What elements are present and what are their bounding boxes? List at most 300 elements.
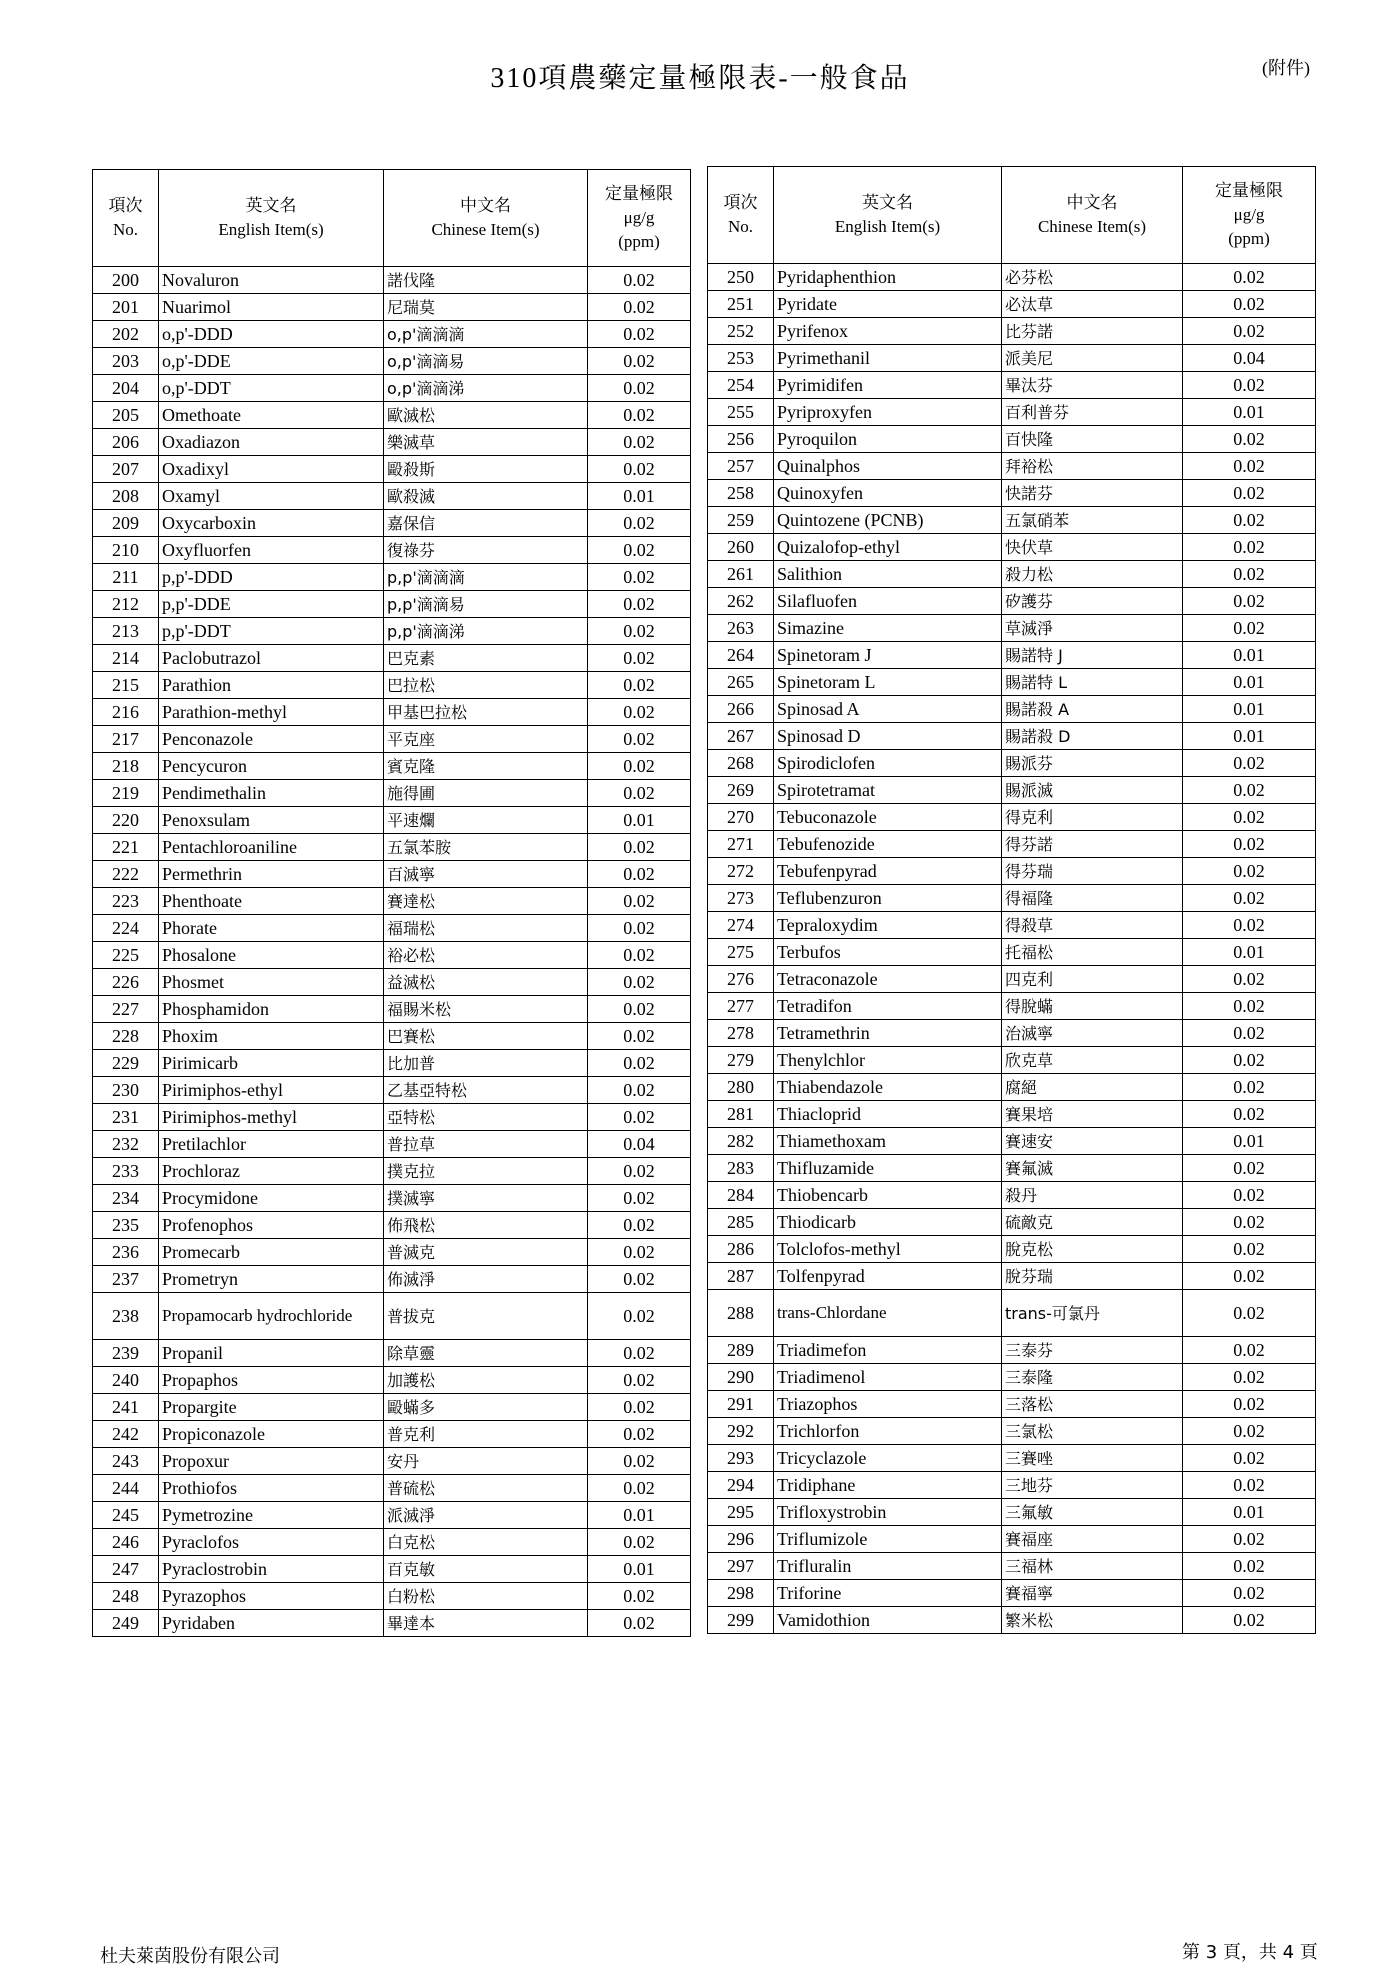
cell-english-name: Novaluron: [159, 267, 384, 294]
table-row: [93, 1293, 691, 1340]
cell-limit: 0.02: [1183, 966, 1316, 993]
attachment-label: (附件): [1262, 58, 1310, 78]
table-row: [708, 777, 1316, 804]
cell-chinese-name: 白粉松: [384, 1583, 588, 1610]
cell-item-no: 265: [708, 669, 774, 696]
cell-chinese-name: 賜諾特 J: [1002, 642, 1183, 669]
table-row: [93, 348, 691, 375]
cell-limit: 0.02: [588, 1104, 691, 1131]
cell-limit: 0.02: [588, 726, 691, 753]
cell-english-name: Propargite: [159, 1394, 384, 1421]
cell-chinese-name: 白克松: [384, 1529, 588, 1556]
cell-chinese-name: 脫芬瑞: [1002, 1263, 1183, 1290]
cell-item-no: 266: [708, 696, 774, 723]
cell-chinese-name: 殺力松: [1002, 561, 1183, 588]
cell-item-no: 294: [708, 1472, 774, 1499]
cell-english-name: Quinalphos: [774, 453, 1002, 480]
cell-item-no: 212: [93, 591, 159, 618]
cell-item-no: 281: [708, 1101, 774, 1128]
cell-english-name: Oxadixyl: [159, 456, 384, 483]
cell-english-name: Thiobencarb: [774, 1182, 1002, 1209]
cell-english-name: Penconazole: [159, 726, 384, 753]
table-row: [708, 1553, 1316, 1580]
cell-item-no: 211: [93, 564, 159, 591]
cell-chinese-name: p,p'滴滴滴: [384, 564, 588, 591]
table-row: [93, 1131, 691, 1158]
cell-limit: 0.02: [1183, 372, 1316, 399]
cell-english-name: Salithion: [774, 561, 1002, 588]
cell-item-no: 237: [93, 1266, 159, 1293]
cell-english-name: o,p'-DDE: [159, 348, 384, 375]
cell-limit: 0.02: [588, 618, 691, 645]
cell-chinese-name: 施得圃: [384, 780, 588, 807]
cell-chinese-name: 福瑞松: [384, 915, 588, 942]
cell-item-no: 241: [93, 1394, 159, 1421]
cell-item-no: 214: [93, 645, 159, 672]
cell-chinese-name: 腐絕: [1002, 1074, 1183, 1101]
cell-limit: 0.02: [1183, 480, 1316, 507]
cell-chinese-name: 派美尼: [1002, 345, 1183, 372]
cell-limit: 0.01: [588, 1556, 691, 1583]
table-row: [708, 1155, 1316, 1182]
cell-english-name: p,p'-DDE: [159, 591, 384, 618]
cell-english-name: Pirimiphos-methyl: [159, 1104, 384, 1131]
cell-limit: 0.02: [588, 1340, 691, 1367]
table-row: [708, 1209, 1316, 1236]
header-english-name: 英文名 English Item(s): [159, 170, 384, 267]
table-row: [708, 426, 1316, 453]
cell-english-name: Spinetoram J: [774, 642, 1002, 669]
table-row: [708, 1445, 1316, 1472]
cell-chinese-name: 快伏草: [1002, 534, 1183, 561]
cell-english-name: Prothiofos: [159, 1475, 384, 1502]
cell-chinese-name: 得脫蟎: [1002, 993, 1183, 1020]
table-row: [93, 402, 691, 429]
cell-english-name: Pymetrozine: [159, 1502, 384, 1529]
cell-english-name: Pyraclofos: [159, 1529, 384, 1556]
table-row: [708, 750, 1316, 777]
cell-limit: 0.02: [588, 1158, 691, 1185]
table-row: [93, 942, 691, 969]
cell-item-no: 222: [93, 861, 159, 888]
cell-item-no: 279: [708, 1047, 774, 1074]
cell-item-no: 286: [708, 1236, 774, 1263]
cell-item-no: 228: [93, 1023, 159, 1050]
cell-limit: 0.01: [588, 807, 691, 834]
cell-limit: 0.02: [588, 294, 691, 321]
cell-english-name: Pyridaphenthion: [774, 264, 1002, 291]
cell-chinese-name: o,p'滴滴易: [384, 348, 588, 375]
cell-english-name: Pretilachlor: [159, 1131, 384, 1158]
table-row: [93, 1104, 691, 1131]
cell-item-no: 260: [708, 534, 774, 561]
cell-item-no: 209: [93, 510, 159, 537]
cell-english-name: Parathion-methyl: [159, 699, 384, 726]
cell-item-no: 249: [93, 1610, 159, 1637]
cell-item-no: 278: [708, 1020, 774, 1047]
table-row: [93, 483, 691, 510]
cell-limit: 0.02: [588, 834, 691, 861]
cell-limit: 0.01: [588, 1502, 691, 1529]
table-row: [708, 1472, 1316, 1499]
table-row: [708, 885, 1316, 912]
table-row: [93, 1239, 691, 1266]
table-row: [93, 1077, 691, 1104]
cell-item-no: 203: [93, 348, 159, 375]
cell-chinese-name: 賽果培: [1002, 1101, 1183, 1128]
cell-chinese-name: 脫克松: [1002, 1236, 1183, 1263]
cell-chinese-name: 畢達本: [384, 1610, 588, 1637]
cell-limit: 0.02: [1183, 507, 1316, 534]
cell-limit: 0.02: [588, 1448, 691, 1475]
cell-limit: 0.02: [588, 564, 691, 591]
table-row: [93, 996, 691, 1023]
cell-limit: 0.02: [588, 1185, 691, 1212]
cell-limit: 0.02: [1183, 1263, 1316, 1290]
cell-limit: 0.04: [1183, 345, 1316, 372]
cell-chinese-name: 賜諾殺 A: [1002, 696, 1183, 723]
cell-chinese-name: 拜裕松: [1002, 453, 1183, 480]
table-row: [93, 1610, 691, 1637]
cell-limit: 0.02: [1183, 885, 1316, 912]
cell-limit: 0.02: [1183, 264, 1316, 291]
cell-chinese-name: 賓克隆: [384, 753, 588, 780]
table-row: [708, 588, 1316, 615]
cell-chinese-name: 加護松: [384, 1367, 588, 1394]
cell-limit: 0.02: [1183, 1101, 1316, 1128]
cell-english-name: Pirimiphos-ethyl: [159, 1077, 384, 1104]
cell-chinese-name: 得芬瑞: [1002, 858, 1183, 885]
cell-limit: 0.02: [588, 1583, 691, 1610]
cell-limit: 0.01: [1183, 1128, 1316, 1155]
cell-item-no: 229: [93, 1050, 159, 1077]
cell-english-name: Pendimethalin: [159, 780, 384, 807]
cell-english-name: Propiconazole: [159, 1421, 384, 1448]
table-row: [93, 537, 691, 564]
cell-english-name: Triadimenol: [774, 1364, 1002, 1391]
cell-limit: 0.02: [588, 1023, 691, 1050]
cell-item-no: 216: [93, 699, 159, 726]
cell-chinese-name: 草滅淨: [1002, 615, 1183, 642]
cell-item-no: 297: [708, 1553, 774, 1580]
cell-item-no: 259: [708, 507, 774, 534]
table-row: [93, 267, 691, 294]
cell-english-name: Teflubenzuron: [774, 885, 1002, 912]
table-row: [708, 912, 1316, 939]
cell-item-no: 258: [708, 480, 774, 507]
cell-chinese-name: 治滅寧: [1002, 1020, 1183, 1047]
cell-chinese-name: 四克利: [1002, 966, 1183, 993]
cell-english-name: Oxadiazon: [159, 429, 384, 456]
table-row: [708, 318, 1316, 345]
cell-limit: 0.02: [1183, 1209, 1316, 1236]
cell-limit: 0.02: [1183, 804, 1316, 831]
cell-english-name: Oxycarboxin: [159, 510, 384, 537]
cell-limit: 0.02: [1183, 1182, 1316, 1209]
cell-english-name: Tebuconazole: [774, 804, 1002, 831]
cell-limit: 0.02: [588, 591, 691, 618]
cell-english-name: Nuarimol: [159, 294, 384, 321]
cell-item-no: 276: [708, 966, 774, 993]
cell-english-name: Phosalone: [159, 942, 384, 969]
cell-limit: 0.02: [1183, 993, 1316, 1020]
cell-item-no: 200: [93, 267, 159, 294]
table-row: [93, 780, 691, 807]
table-row: [708, 1047, 1316, 1074]
cell-item-no: 219: [93, 780, 159, 807]
cell-chinese-name: 歐滅松: [384, 402, 588, 429]
cell-limit: 0.01: [588, 483, 691, 510]
table-row: [708, 804, 1316, 831]
cell-chinese-name: 樂滅草: [384, 429, 588, 456]
cell-english-name: Promecarb: [159, 1239, 384, 1266]
cell-limit: 0.02: [1183, 1445, 1316, 1472]
cell-item-no: 245: [93, 1502, 159, 1529]
cell-english-name: Oxyfluorfen: [159, 537, 384, 564]
cell-item-no: 270: [708, 804, 774, 831]
table-row: [708, 1499, 1316, 1526]
cell-chinese-name: 畢汰芬: [1002, 372, 1183, 399]
cell-item-no: 239: [93, 1340, 159, 1367]
cell-chinese-name: 賜諾特 L: [1002, 669, 1183, 696]
cell-limit: 0.02: [1183, 1607, 1316, 1634]
cell-item-no: 225: [93, 942, 159, 969]
cell-chinese-name: 百利普芬: [1002, 399, 1183, 426]
cell-chinese-name: 普滅克: [384, 1239, 588, 1266]
cell-english-name: Pyrifenox: [774, 318, 1002, 345]
cell-limit: 0.02: [588, 429, 691, 456]
cell-item-no: 220: [93, 807, 159, 834]
table-row: [93, 1475, 691, 1502]
cell-english-name: Tepraloxydim: [774, 912, 1002, 939]
cell-chinese-name: 必芬松: [1002, 264, 1183, 291]
cell-item-no: 252: [708, 318, 774, 345]
cell-item-no: 296: [708, 1526, 774, 1553]
cell-chinese-name: 賽速安: [1002, 1128, 1183, 1155]
cell-limit: 0.02: [1183, 912, 1316, 939]
cell-english-name: Triazophos: [774, 1391, 1002, 1418]
cell-english-name: Tetramethrin: [774, 1020, 1002, 1047]
table-row: [93, 1502, 691, 1529]
cell-item-no: 221: [93, 834, 159, 861]
cell-chinese-name: 五氯硝苯: [1002, 507, 1183, 534]
cell-chinese-name: 撲滅寧: [384, 1185, 588, 1212]
table-row: [93, 1583, 691, 1610]
cell-item-no: 298: [708, 1580, 774, 1607]
cell-english-name: Omethoate: [159, 402, 384, 429]
cell-chinese-name: 賽福寧: [1002, 1580, 1183, 1607]
table-row: [708, 1236, 1316, 1263]
table-row: [93, 375, 691, 402]
table-row: [93, 1158, 691, 1185]
cell-limit: 0.02: [1183, 291, 1316, 318]
table-row: [708, 615, 1316, 642]
cell-chinese-name: 三氟敏: [1002, 1499, 1183, 1526]
cell-limit: 0.02: [1183, 453, 1316, 480]
cell-limit: 0.02: [588, 1610, 691, 1637]
cell-limit: 0.02: [1183, 561, 1316, 588]
cell-item-no: 217: [93, 726, 159, 753]
cell-english-name: Phorate: [159, 915, 384, 942]
cell-english-name: Pirimicarb: [159, 1050, 384, 1077]
cell-item-no: 250: [708, 264, 774, 291]
cell-english-name: Tolfenpyrad: [774, 1263, 1002, 1290]
cell-item-no: 226: [93, 969, 159, 996]
cell-limit: 0.02: [588, 456, 691, 483]
cell-limit: 0.02: [588, 375, 691, 402]
table-row: [93, 915, 691, 942]
table-row: [93, 1367, 691, 1394]
cell-limit: 0.02: [1183, 1236, 1316, 1263]
cell-item-no: 256: [708, 426, 774, 453]
cell-limit: 0.02: [1183, 1418, 1316, 1445]
cell-item-no: 248: [93, 1583, 159, 1610]
cell-english-name: p,p'-DDT: [159, 618, 384, 645]
table-row: [93, 1529, 691, 1556]
cell-item-no: 255: [708, 399, 774, 426]
cell-limit: 0.01: [1183, 723, 1316, 750]
table-row: [708, 1391, 1316, 1418]
cell-limit: 0.02: [1183, 588, 1316, 615]
cell-limit: 0.02: [588, 402, 691, 429]
cell-limit: 0.01: [1183, 696, 1316, 723]
cell-english-name: Pyrazophos: [159, 1583, 384, 1610]
cell-chinese-name: 三福林: [1002, 1553, 1183, 1580]
cell-chinese-name: 百滅寧: [384, 861, 588, 888]
table-row: [93, 294, 691, 321]
cell-limit: 0.02: [1183, 750, 1316, 777]
cell-limit: 0.02: [588, 1529, 691, 1556]
cell-english-name: Tridiphane: [774, 1472, 1002, 1499]
cell-chinese-name: 普拉草: [384, 1131, 588, 1158]
table-row: [708, 723, 1316, 750]
table-row: [93, 1340, 691, 1367]
cell-chinese-name: 比芬諾: [1002, 318, 1183, 345]
cell-chinese-name: 巴賽松: [384, 1023, 588, 1050]
cell-item-no: 272: [708, 858, 774, 885]
cell-item-no: 262: [708, 588, 774, 615]
cell-item-no: 215: [93, 672, 159, 699]
cell-item-no: 291: [708, 1391, 774, 1418]
cell-limit: 0.02: [1183, 1580, 1316, 1607]
table-row: [708, 507, 1316, 534]
cell-english-name: Terbufos: [774, 939, 1002, 966]
cell-chinese-name: 尼瑞莫: [384, 294, 588, 321]
cell-limit: 0.02: [588, 645, 691, 672]
table-row: [93, 1266, 691, 1293]
table-row: [708, 696, 1316, 723]
cell-chinese-name: 甲基巴拉松: [384, 699, 588, 726]
cell-english-name: Spinosad A: [774, 696, 1002, 723]
table-row: [708, 561, 1316, 588]
cell-item-no: 207: [93, 456, 159, 483]
cell-english-name: Phosmet: [159, 969, 384, 996]
cell-english-name: Pyrimethanil: [774, 345, 1002, 372]
cell-english-name: Propaphos: [159, 1367, 384, 1394]
cell-english-name: Parathion: [159, 672, 384, 699]
table-row: [708, 993, 1316, 1020]
cell-chinese-name: 比加普: [384, 1050, 588, 1077]
cell-item-no: 204: [93, 375, 159, 402]
table-row: [93, 591, 691, 618]
cell-limit: 0.02: [588, 672, 691, 699]
table-row: [93, 1421, 691, 1448]
cell-english-name: Spinosad D: [774, 723, 1002, 750]
cell-english-name: Phosphamidon: [159, 996, 384, 1023]
cell-limit: 0.01: [1183, 939, 1316, 966]
footer-page-number: 第 3 頁，共 4 頁: [1182, 1942, 1318, 1963]
cell-chinese-name: 三落松: [1002, 1391, 1183, 1418]
header-no: 項次 No.: [708, 167, 774, 264]
cell-item-no: 227: [93, 996, 159, 1023]
cell-chinese-name: 繁米松: [1002, 1607, 1183, 1634]
cell-limit: 0.02: [1183, 1364, 1316, 1391]
table-row: [708, 1580, 1316, 1607]
cell-limit: 0.01: [1183, 642, 1316, 669]
cell-item-no: 208: [93, 483, 159, 510]
table-row: [93, 456, 691, 483]
cell-limit: 0.02: [1183, 1337, 1316, 1364]
cell-item-no: 293: [708, 1445, 774, 1472]
cell-english-name: Tetraconazole: [774, 966, 1002, 993]
cell-english-name: Prochloraz: [159, 1158, 384, 1185]
cell-chinese-name: 平克座: [384, 726, 588, 753]
cell-limit: 0.02: [1183, 1020, 1316, 1047]
cell-limit: 0.02: [588, 699, 691, 726]
table-row: [708, 939, 1316, 966]
cell-limit: 0.02: [1183, 426, 1316, 453]
cell-chinese-name: 賜派芬: [1002, 750, 1183, 777]
cell-limit: 0.02: [588, 888, 691, 915]
cell-english-name: Thiabendazole: [774, 1074, 1002, 1101]
table-row: [708, 1128, 1316, 1155]
cell-chinese-name: 派滅淨: [384, 1502, 588, 1529]
cell-chinese-name: 三氯松: [1002, 1418, 1183, 1445]
header-limit: 定量極限 μg/g (ppm): [1183, 167, 1316, 264]
cell-chinese-name: o,p'滴滴滴: [384, 321, 588, 348]
table-row: [93, 1023, 691, 1050]
cell-limit: 0.02: [588, 267, 691, 294]
cell-item-no: 257: [708, 453, 774, 480]
table-row: [93, 969, 691, 996]
cell-item-no: 230: [93, 1077, 159, 1104]
cell-item-no: 242: [93, 1421, 159, 1448]
cell-chinese-name: p,p'滴滴涕: [384, 618, 588, 645]
cell-english-name: Vamidothion: [774, 1607, 1002, 1634]
cell-limit: 0.02: [1183, 534, 1316, 561]
cell-english-name: p,p'-DDD: [159, 564, 384, 591]
cell-english-name: Propoxur: [159, 1448, 384, 1475]
table-row: [93, 699, 691, 726]
cell-chinese-name: 三地芬: [1002, 1472, 1183, 1499]
table-row: [708, 1364, 1316, 1391]
cell-item-no: 280: [708, 1074, 774, 1101]
cell-limit: 0.04: [588, 1131, 691, 1158]
table-row: [708, 642, 1316, 669]
table-row: [93, 807, 691, 834]
cell-item-no: 283: [708, 1155, 774, 1182]
cell-item-no: 202: [93, 321, 159, 348]
cell-limit: 0.02: [1183, 1074, 1316, 1101]
cell-chinese-name: 撲克拉: [384, 1158, 588, 1185]
cell-limit: 0.02: [588, 1050, 691, 1077]
cell-item-no: 292: [708, 1418, 774, 1445]
cell-chinese-name: trans-可氯丹: [1002, 1290, 1183, 1337]
cell-chinese-name: 賽福座: [1002, 1526, 1183, 1553]
table-row: [93, 1394, 691, 1421]
table-row: [93, 321, 691, 348]
table-row: [708, 1526, 1316, 1553]
